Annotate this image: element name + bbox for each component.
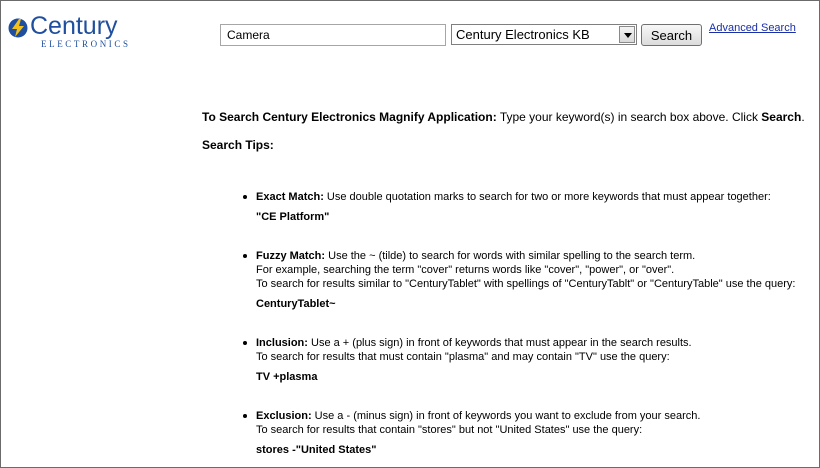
bullet-icon (243, 414, 247, 418)
century-electronics-logo[interactable] (8, 11, 143, 51)
tip-line: Use the ~ (tilde) to search for words with similar spelling to the search term. (325, 250, 696, 262)
tip-line: To search for results that contain "stores" but not "United States" use the query: (256, 424, 643, 436)
search-scope-value: Century Electronics KB (456, 27, 590, 42)
tip-line: To search for results similar to "CenturyTablet" with spellings of "CenturyTablt" or "CenturyTable" use the query: (256, 278, 796, 290)
logo-subtitle: ELECTRONICS (41, 39, 131, 49)
tip-line: Use double quotation marks to search for two or more keywords that must appear together: (323, 191, 771, 203)
search-input[interactable] (220, 24, 446, 46)
tip-line: Use a - (minus sign) in front of keywords you want to exclude from your search. (311, 410, 701, 422)
tip-line: To search for results that must contain "plasma" and may contain "TV" use the query: (256, 351, 670, 363)
tip-line: Use a + (plus sign) in front of keywords that must appear in the search results. (307, 337, 692, 349)
intro-text: Type your keyword(s) in search box above. Click (496, 110, 762, 124)
tip-line: For example, searching the term "cover" returns words like "cover", "power", or "over". (256, 264, 675, 276)
tip-fuzzy-match (256, 249, 795, 311)
search-scope-select[interactable] (451, 24, 637, 45)
tip-exact-match (256, 190, 771, 224)
tip-query: TV +plasma (256, 371, 318, 383)
tip-exclusion (256, 409, 700, 457)
tip-query: "CE Platform" (256, 211, 330, 223)
bullet-icon (243, 254, 247, 258)
bullet-icon (243, 195, 247, 199)
lightning-bolt-icon (8, 17, 28, 39)
tip-title: Exact Match: (256, 191, 324, 203)
tip-title: Fuzzy Match: (256, 250, 326, 262)
tip-inclusion (256, 336, 692, 384)
bullet-icon (243, 341, 247, 345)
tip-title: Inclusion: (256, 337, 308, 349)
intro-search-word: Search (761, 110, 802, 124)
tip-query: CenturyTablet~ (256, 298, 336, 310)
intro-period: . (801, 110, 805, 124)
chevron-down-icon[interactable] (619, 26, 635, 43)
logo-wordmark: Century (30, 12, 118, 40)
search-tips-heading: Search Tips: (202, 138, 274, 152)
search-intro (202, 110, 805, 124)
search-button[interactable]: Search (641, 24, 702, 46)
advanced-search-link[interactable]: Advanced Search (709, 22, 796, 34)
tip-title: Exclusion: (256, 410, 312, 422)
tip-query: stores -"United States" (256, 444, 377, 456)
intro-title: To Search Century Electronics Magnify Application: (202, 110, 497, 124)
